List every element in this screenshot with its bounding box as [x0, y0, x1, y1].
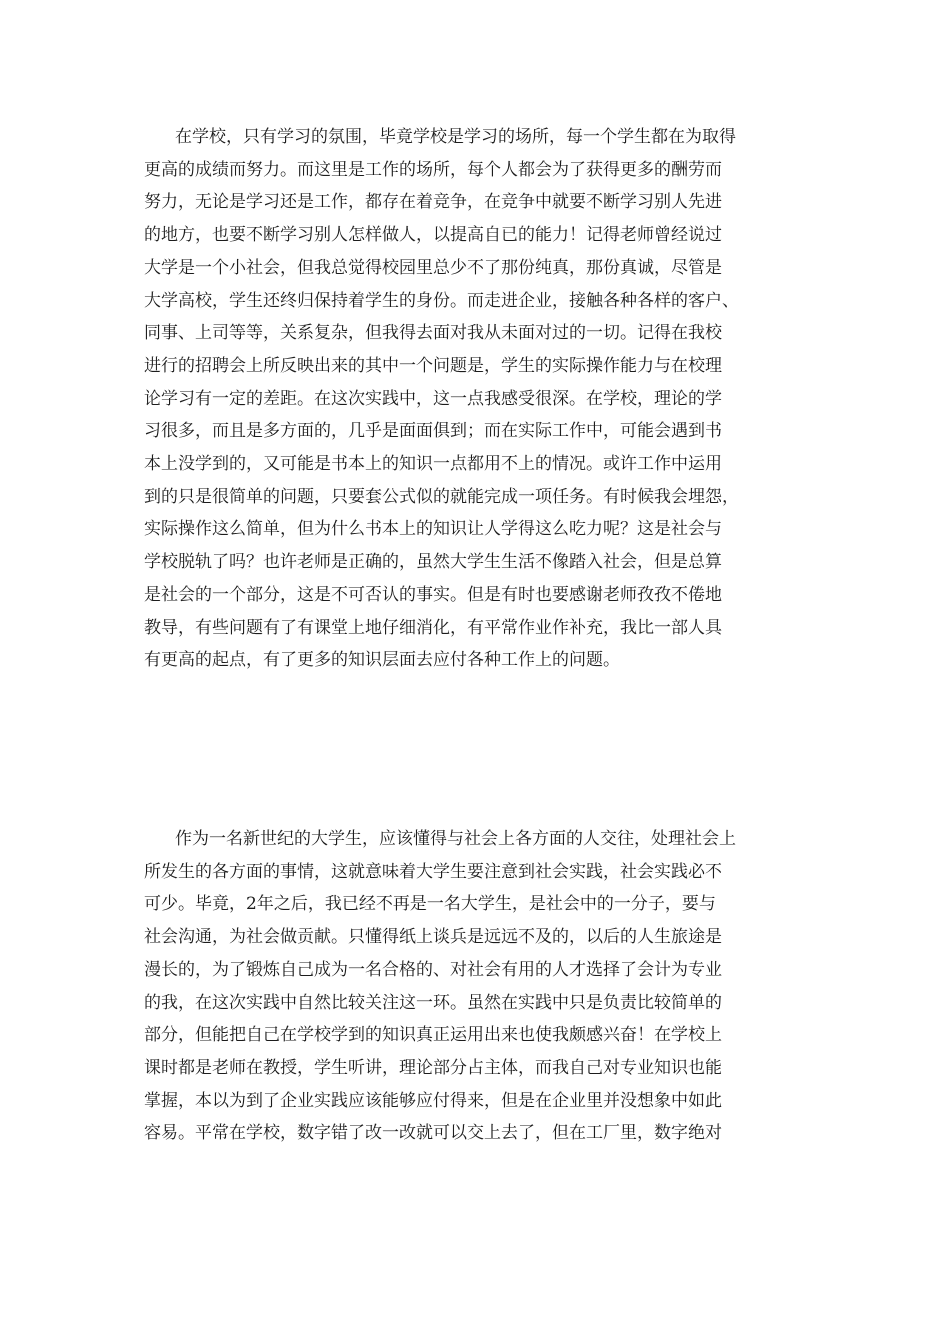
text-line: 是社会的一个部分，这是不可否认的事实。但是有时也要感谢老师孜孜不倦地 [144, 584, 722, 605]
text-line: 可少。毕竟，2年之后，我已经不再是一名大学生，是社会中的一分子，要与 [144, 894, 716, 915]
text-line: 论学习有一定的差距。在这次实践中，这一点我感受很深。在学校，理论的学 [144, 388, 722, 409]
text-line: 本上没学到的，又可能是书本上的知识一点都用不上的情况。或许工作中运用 [144, 454, 722, 475]
text-line: 漫长的，为了锻炼自己成为一名合格的、对社会有用的人才选择了会计为专业 [144, 959, 722, 980]
text-line: 实际操作这么简单，但为什么书本上的知识让人学得这么吃力呢？这是社会与 [144, 519, 722, 540]
text-line: 更高的成绩而努力。而这里是工作的场所，每个人都会为了获得更多的酬劳而 [144, 159, 722, 180]
text-line: 社会沟通，为社会做贡献。只懂得纸上谈兵是远远不及的，以后的人生旅途是 [144, 927, 722, 948]
text-line: 课时都是老师在教授，学生听讲，理论部分占主体，而我自己对专业知识也能 [144, 1057, 722, 1078]
text-line: 进行的招聘会上所反映出来的其中一个问题是，学生的实际操作能力与在校理 [144, 355, 722, 376]
text-line: 大学是一个小社会，但我总觉得校园里总少不了那份纯真，那份真诚，尽管是 [144, 257, 722, 278]
paragraph-2 [144, 823, 736, 1150]
text-line: 习很多，而且是多方面的，几乎是面面俱到；而在实际工作中，可能会遇到书 [144, 421, 722, 442]
text-line: 的我，在这次实践中自然比较关注这一环。虽然在实践中只是负责比较简单的 [144, 992, 722, 1013]
text-line: 容易。平常在学校，数字错了改一改就可以交上去了，但在工厂里，数字绝对 [144, 1123, 722, 1144]
text-line: 所发生的各方面的事情，这就意味着大学生要注意到社会实践，社会实践必不 [144, 861, 722, 882]
text-line: 大学高校，学生还终归保持着学生的身份。而走进企业，接触各种各样的客户、 [144, 290, 739, 311]
text-line: 作为一名新世纪的大学生，应该懂得与社会上各方面的人交往，处理社会上 [175, 829, 736, 849]
text-line: 教导，有些问题有了有课堂上地仔细消化，有平常作业作补充，我比一部人具 [144, 617, 722, 638]
text-line: 努力，无论是学习还是工作，都存在着竞争，在竞争中就要不断学习别人先进 [144, 192, 722, 213]
text-line: 到的只是很简单的问题，只要套公式似的就能完成一项任务。有时候我会埋怨， [144, 486, 739, 507]
text-line: 的地方，也要不断学习别人怎样做人，以提高自已的能力！记得老师曾经说过 [144, 225, 722, 246]
text-line: 同事、上司等等，关系复杂，但我得去面对我从未面对过的一切。记得在我校 [144, 323, 722, 344]
text-line: 掌握，本以为到了企业实践应该能够应付得来，但是在企业里并没想象中如此 [144, 1090, 722, 1111]
text-line: 在学校，只有学习的氛围，毕竟学校是学习的场所，每一个学生都在为取得 [175, 127, 736, 147]
text-line: 部分，但能把自己在学校学到的知识真正运用出来也使我颇感兴奋！在学校上 [144, 1025, 722, 1046]
text-line: 有更高的起点，有了更多的知识层面去应付各种工作上的问题。 [144, 650, 620, 671]
text-line: 学校脱轨了吗？也许老师是正确的，虽然大学生生活不像踏入社会，但是总算 [144, 552, 722, 573]
paragraph-1 [144, 121, 739, 677]
